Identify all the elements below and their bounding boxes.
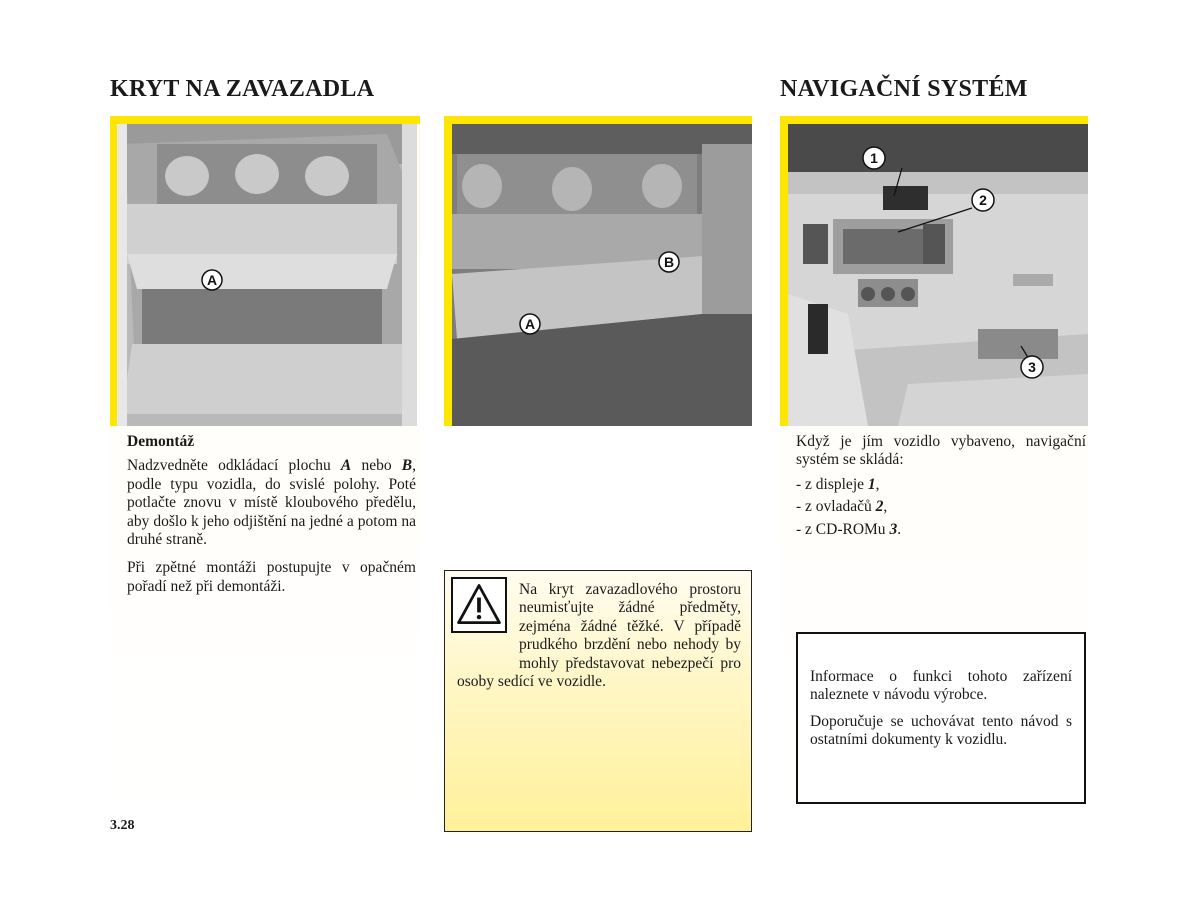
reassembly-paragraph: Při zpětné montáži postupujte v opačném pořadí než při demontáži. (127, 559, 416, 595)
dashboard-label-2: 2 (979, 192, 987, 208)
navigation-dashboard-photo (788, 124, 1088, 426)
luggage-cover-photo-1 (117, 124, 417, 426)
column-1-yellow-rule (110, 116, 420, 124)
dashboard-label-1: 1 (870, 150, 878, 166)
luggage-cover-photo-2 (452, 124, 752, 426)
column-2-yellow-rule (444, 116, 752, 124)
list-item-display: - z displeje 1, (796, 475, 880, 493)
navigation-description (796, 433, 1086, 543)
page-number: 3.28 (110, 818, 135, 833)
dismantling-instructions (127, 433, 416, 602)
navigation-intro: Když je jím vozidlo vybaveno, navigační systém se skládá: (796, 433, 1086, 469)
photo2-label-b: B (663, 254, 675, 270)
heading-luggage-cover: KRYT NA ZAVAZADLA (110, 76, 375, 102)
info-box (796, 632, 1086, 804)
dismantling-paragraph: Nadzvedněte odkládací plochu A nebo B, podle typu vozidla, do svislé polohy. Poté potlačte znovu v místě kloubového předělu, aby došlo k jeho odjištění na jedné a potom na druhé straně. (127, 457, 416, 549)
column-3-yellow-rule (780, 116, 1088, 124)
info-paragraph-1: Informace o funkci tohoto zařízení naleznete v návodu výrobce. (810, 668, 1072, 704)
warning-text-container (457, 581, 741, 691)
navigation-components-list (796, 476, 1086, 539)
photo1-label-a: A (206, 272, 218, 288)
photo2-label-a: A (524, 316, 536, 332)
warning-text: Na kryt zavazadlového prostoru neumisťujte žádné předměty, zejména žádné těžké. V případě prudkého brzdění nebo nehody by mohly představovat nebezpečí pro osoby sedící ve vozidle. (457, 581, 741, 691)
info-box-text (810, 668, 1072, 756)
dashboard-label-3: 3 (1028, 359, 1036, 375)
column-3-yellow-edge (780, 116, 788, 426)
heading-navigation-system: NAVIGAČNÍ SYSTÉM (780, 76, 1028, 102)
column-2-yellow-edge (444, 116, 452, 426)
list-item-cdrom: - z CD-ROMu 3. (796, 520, 902, 538)
list-item-controls: - z ovladačů 2, (796, 498, 888, 516)
dismantling-subheading: Demontáž (127, 433, 195, 450)
warning-box (444, 570, 752, 832)
info-paragraph-2: Doporučuje se uchovávat tento návod s ostatními dokumenty k vozidlu. (810, 712, 1072, 749)
